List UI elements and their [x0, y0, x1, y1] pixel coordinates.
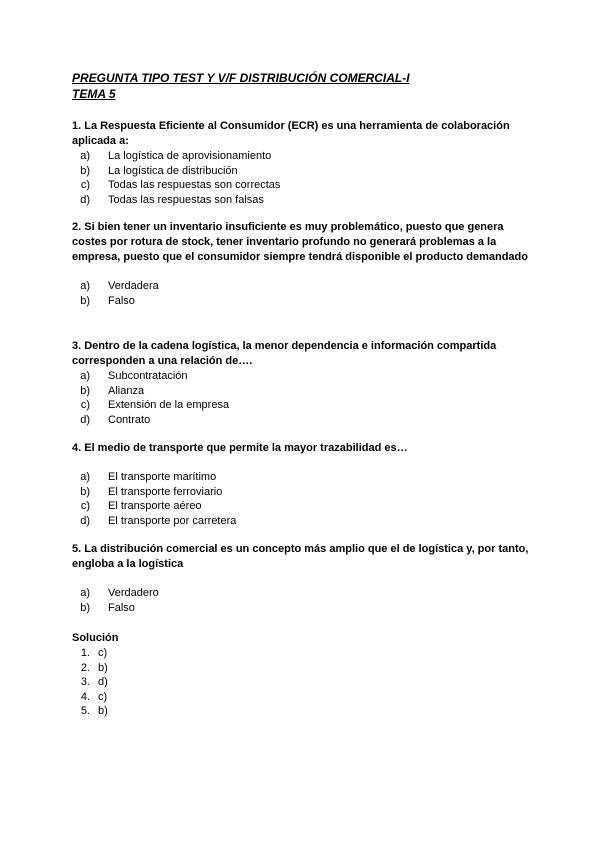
solution-item: 2. b) — [80, 661, 108, 674]
option-item: c) Todas las respuestas son correctas — [80, 179, 281, 192]
option-list — [72, 279, 532, 308]
question-3 — [72, 339, 532, 427]
option-list — [72, 470, 532, 528]
solution-item: 5. b) — [80, 705, 108, 718]
question-text: 4. El medio de transporte que permite la mayor trazabilidad es… — [72, 442, 408, 454]
question-text: 2. Si bien tener un inventario insuficiente es muy problemático, puesto que genera costes por rotura de stock, tener inventario profundo no generará problemas a la empresa, puesto que el consumidor siempre tendrá disponible el producto demandado — [72, 221, 528, 263]
option-item: a) Verdadera — [80, 280, 159, 292]
question-4 — [72, 441, 532, 528]
question-text: 3. Dentro de la cadena logística, la menor dependencia e información compartida corresponden a una relación de…. — [72, 340, 497, 367]
option-item: a) El transporte marítimo — [80, 471, 217, 483]
option-item: b) El transporte ferroviario — [80, 485, 223, 498]
solution-list — [72, 646, 532, 719]
solution-heading: Solución — [72, 632, 119, 644]
question-text: 1. La Respuesta Eficiente al Consumidor (ECR) es una herramienta de colaboración aplicada a: — [72, 120, 510, 147]
option-item: d) Contrato — [80, 413, 151, 426]
option-list — [72, 149, 532, 207]
option-list — [72, 369, 532, 427]
option-item: d) El transporte por carretera — [80, 514, 237, 527]
option-item: c) Extensión de la empresa — [80, 399, 230, 412]
option-item: b) Alianza — [80, 384, 145, 397]
option-item: a) Verdadero — [80, 587, 159, 599]
option-item: c) El transporte aéreo — [80, 500, 202, 513]
document-title — [72, 70, 410, 102]
option-list — [72, 586, 532, 615]
solution-item: 1. c) — [80, 647, 108, 659]
title-line-2: TEMA 5 — [72, 87, 116, 101]
option-item: a) La logística de aprovisionamiento — [80, 150, 272, 162]
solution-item: 4. c) — [80, 690, 108, 703]
option-item: d) Todas las respuestas son falsas — [80, 193, 264, 206]
option-item: b) La logística de distribución — [80, 164, 238, 177]
solution-item: 3. d) — [80, 676, 108, 689]
solution-section — [72, 631, 532, 719]
question-2 — [72, 220, 532, 308]
question-text: 5. La distribución comercial es un concepto más amplio que el de logística y, por tanto, engloba a la logística — [72, 543, 529, 570]
option-item: b) Falso — [80, 601, 135, 614]
option-item: b) Falso — [80, 294, 135, 307]
option-item: a) Subcontratación — [80, 370, 188, 382]
question-1 — [72, 119, 532, 207]
question-5 — [72, 542, 532, 615]
title-line-1: PREGUNTA TIPO TEST Y V/F DISTRIBUCIÓN COMERCIAL-I — [72, 71, 410, 85]
